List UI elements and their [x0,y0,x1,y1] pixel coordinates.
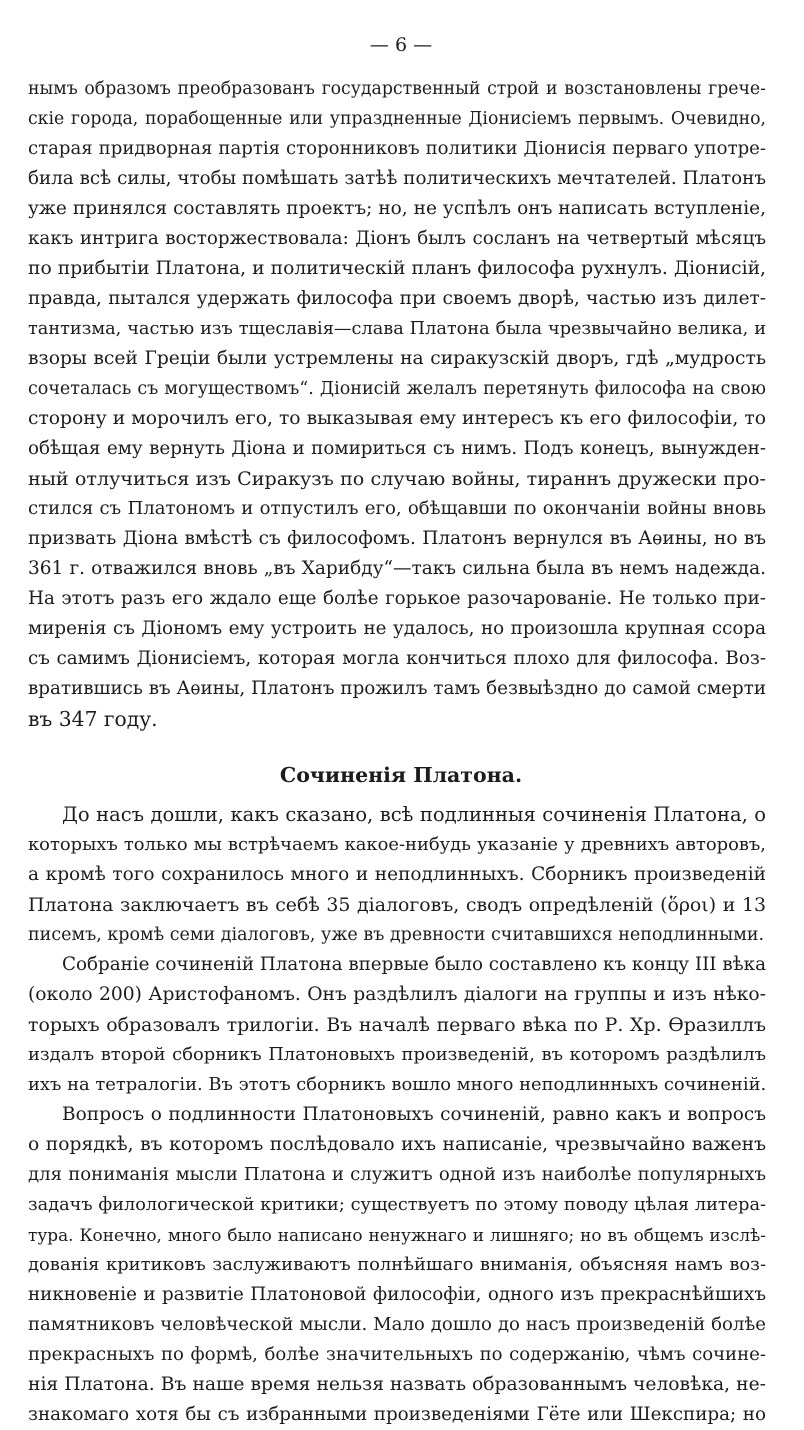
text-line: тантизма, частью изъ тщеславія—слава Платона была чрезвычайно велика, и [28,319,766,339]
text-line: нымъ образомъ преобразованъ государственный строй и возстановлены грече- [28,79,766,99]
paragraph-authenticity-question [28,1100,766,1430]
text-line: ный отлучиться изъ Сиракузъ по случаю войны, тираннъ дружески про- [28,467,766,490]
paragraph-dion-intrigue [28,74,766,734]
text-line: дованія критиковъ заслуживаютъ полнѣйшаго вниманія, объясняя намъ воз- [28,1254,766,1275]
text-line: издалъ второй сборникъ Платоновыхъ произведеній, въ которомъ раздѣлилъ [28,1044,766,1065]
text-line: для пониманія мысли Платона и служитъ одной изъ наиболѣе популярныхъ [28,1164,766,1185]
paragraph-surviving-works [28,800,766,950]
text-line: скіе города, порабощенные или упраздненные Діонисіемъ первымъ. Очевидно, [28,109,766,129]
text-line: какъ интрига восторжествовала: Діонъ былъ сосланъ на четвертый мѣсяцъ [28,228,766,249]
text-line: писемъ, кромѣ семи діалоговъ, уже въ древности считавшихся неподлинными. [28,925,765,945]
text-line: 361 г. отважился вновь „въ Харибду“—такъ сильна была въ немъ надежда. [28,558,766,579]
text-line: о порядкѣ, въ которомъ послѣдовало ихъ написаніе, чрезвычайно важенъ [28,1134,766,1155]
text-line: старая придворная партія сторонниковъ политики Діонисія перваго употре- [28,138,766,159]
text-line: Собраніе сочиненій Платона впервые было составлено къ концу III вѣка [62,954,766,975]
text-line: сочеталась съ могуществомъ“. Діонисій желалъ перетянуть философа на свою [28,379,766,399]
text-line: нія Платона. Въ наше время нельзя назвать образованнымъ человѣка, не- [28,1374,766,1395]
text-line: Вопросъ о подлинности Платоновыхъ сочиненій, равно какъ и вопросъ [62,1104,766,1125]
text-line: На этотъ разъ его ждало еще болѣе горькое разочарованіе. Не только при- [28,588,766,609]
text-line: обѣщая ему вернуть Діона и помириться съ нимъ. Подъ конецъ, вынужден- [28,438,766,459]
text-line: памятниковъ человѣческой мысли. Мало дошло до насъ произведеній болѣе [28,1314,766,1335]
text-line: миренія съ Діономъ ему устроить не удалось, но произошла крупная ссора [28,618,766,639]
text-line: задачъ филологической критики; существуетъ по этому поводу цѣлая литера- [28,1195,766,1215]
text-line: Платона заключаетъ въ себѣ 35 діалоговъ, сводъ опредѣленій (ὅροι) и 13 [28,894,766,916]
text-line: уже принялся составлять проектъ; но, не успѣлъ онъ написать вступленіе, [28,198,766,219]
text-line: правда, пытался удержать философа при своемъ дворѣ, частью изъ дилет- [28,288,766,309]
text-line: по прибытіи Платона, и политическій планъ философа рухнулъ. Діонисій, [28,258,766,279]
text-line: стился съ Платономъ и отпустилъ его, обѣщавши по окончаніи войны вновь [28,498,766,519]
paragraph-collection-history [28,950,766,1100]
text-line: призвать Діона вмѣстѣ съ философомъ. Платонъ вернулся въ Аѳины, но въ [28,528,766,549]
text-line: прекрасныхъ по формѣ, болѣе значительныхъ по содержанію, чѣмъ сочине- [28,1344,766,1365]
text-line: ихъ на тетралогіи. Въ этотъ сборникъ вошло много неподлинныхъ сочиненій. [28,1074,767,1095]
text-line: тура. Конечно, много было написано ненужнаго и лишняго; но въ общемъ изслѣ- [28,1225,766,1245]
text-line: вратившись въ Аѳины, Платонъ прожилъ тамъ безвыѣздно до самой смерти [28,678,766,699]
section-heading: Сочиненія Платона. [279,763,523,787]
text-line: знакомаго хотя бы съ избранными произведеніями Гёте или Шекспира; но [28,1404,766,1425]
text-line: била всѣ силы, чтобы помѣшать затѣѣ политическихъ мечтателей. Платонъ [28,168,766,189]
text-line: съ самимъ Діонисіемъ, которая могла кончиться плохо для философа. Воз- [28,648,766,669]
page-number: — 6 — [369,34,433,56]
text-line: (около 200) Аристофаномъ. Онъ раздѣлилъ діалоги на группы и изъ нѣко- [28,984,766,1005]
text-line: До насъ дошли, какъ сказано, всѣ подлинныя сочиненія Платона, о [62,803,766,826]
text-line: никновеніе и развитіе Платоновой философіи, одного изъ прекраснѣйшихъ [28,1284,766,1305]
text-line: а кромѣ того сохранилось много и неподлинныхъ. Сборникъ произведеній [28,864,766,885]
text-line: въ 347 году. [28,707,158,731]
text-line: взоры всей Греціи были устремлены на сиракузскій дворъ, гдѣ „мудрость [28,348,766,369]
book-page [28,28,766,1430]
text-line: которыхъ только мы встрѣчаемъ какое-нибудь указаніе у древнихъ авторовъ, [28,834,766,855]
text-line: торыхъ образовалъ трилогіи. Въ началѣ перваго вѣка по Р. Хр. Ѳразиллъ [28,1014,766,1036]
text-line: сторону и морочилъ его, то выказывая ему интересъ къ его философіи, то [28,408,766,429]
